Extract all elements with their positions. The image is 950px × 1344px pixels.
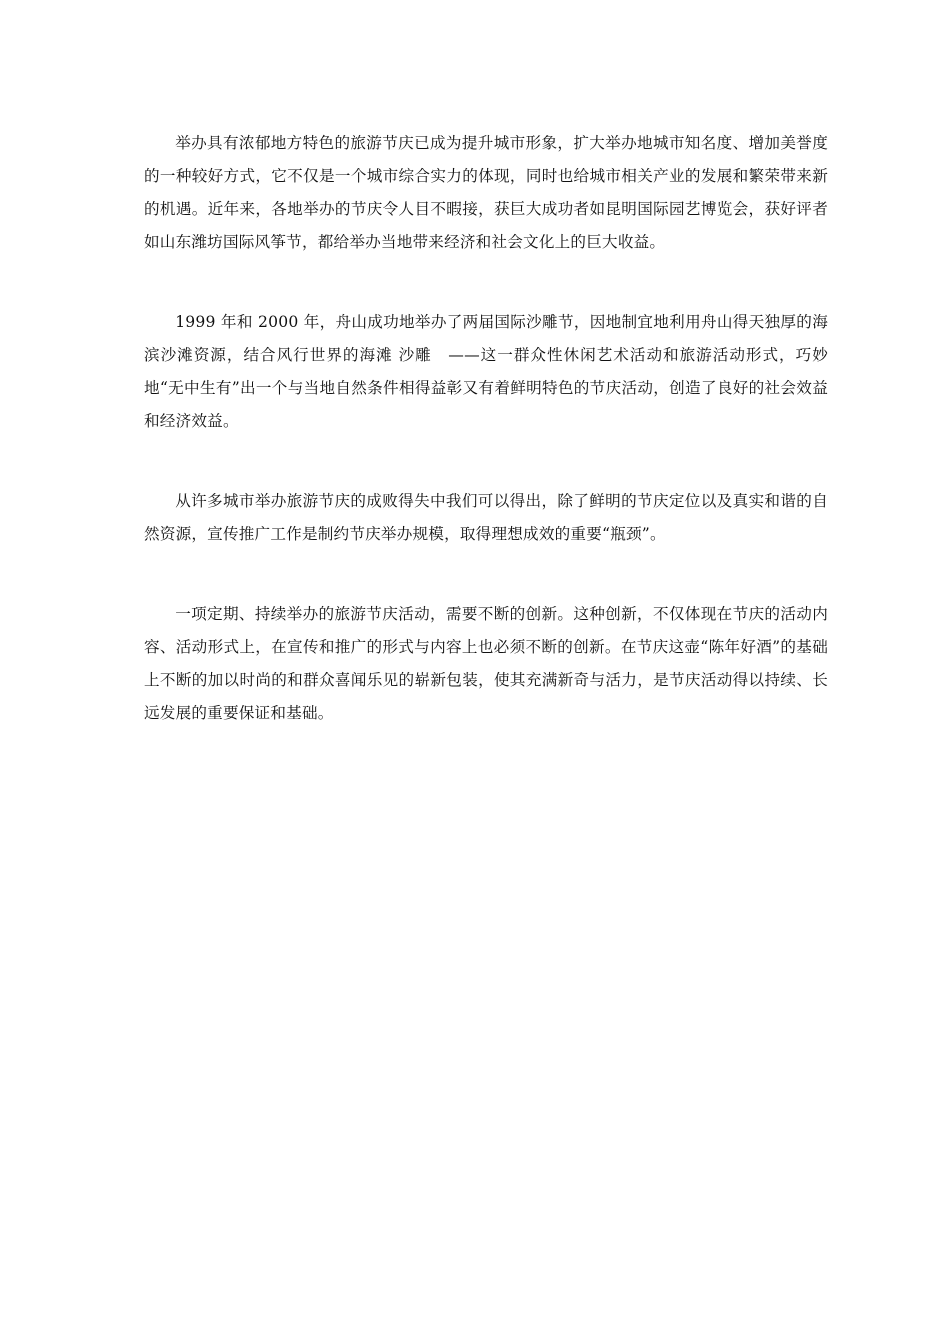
paragraph-4: 一项定期、持续举办的旅游节庆活动，需要不断的创新。这种创新，不仅体现在节庆的活动内容、活动形式上，在宣传和推广的形式与内容上也必须不断的创新。在节庆这壶“陈年好酒”的基础上不断的加以时尚的和群众喜闻乐见的崭新包装，使其充满新奇与活力，是节庆活动得以持续、长远发展的重要保证和基础。 [144, 605, 828, 722]
paragraph-2: 1999 年和 2000 年，舟山成功地举办了两届国际沙雕节，因地制宜地利用舟山得天独厚的海滨沙滩资源，结合风行世界的海滩 沙雕 ——这一群众性休闲艺术活动和旅游活动形式，巧妙地“无中生有”出一个与当地自然条件相得益彰又有着鲜明特色的节庆活动，创造了良好的社会效益和经济效益。 [144, 313, 828, 430]
paragraph-spacer [144, 259, 828, 306]
paragraph-spacer [144, 551, 828, 598]
paragraph-3: 从许多城市举办旅游节庆的成败得失中我们可以得出，除了鲜明的节庆定位以及真实和谐的自然资源，宣传推广工作是制约节庆举办规模，取得理想成效的重要“瓶颈”。 [144, 492, 828, 543]
paragraph-spacer [144, 438, 828, 485]
paragraph-1: 举办具有浓郁地方特色的旅游节庆已成为提升城市形象，扩大举办地城市知名度、增加美誉度的一种较好方式，它不仅是一个城市综合实力的体现，同时也给城市相关产业的发展和繁荣带来新的机遇。近年来，各地举办的节庆令人目不暇接，获巨大成功者如昆明国际园艺博览会，获好评者如山东潍坊国际风筝节，都给举办当地带来经济和社会文化上的巨大收益。 [144, 134, 828, 251]
document-body [144, 127, 828, 730]
